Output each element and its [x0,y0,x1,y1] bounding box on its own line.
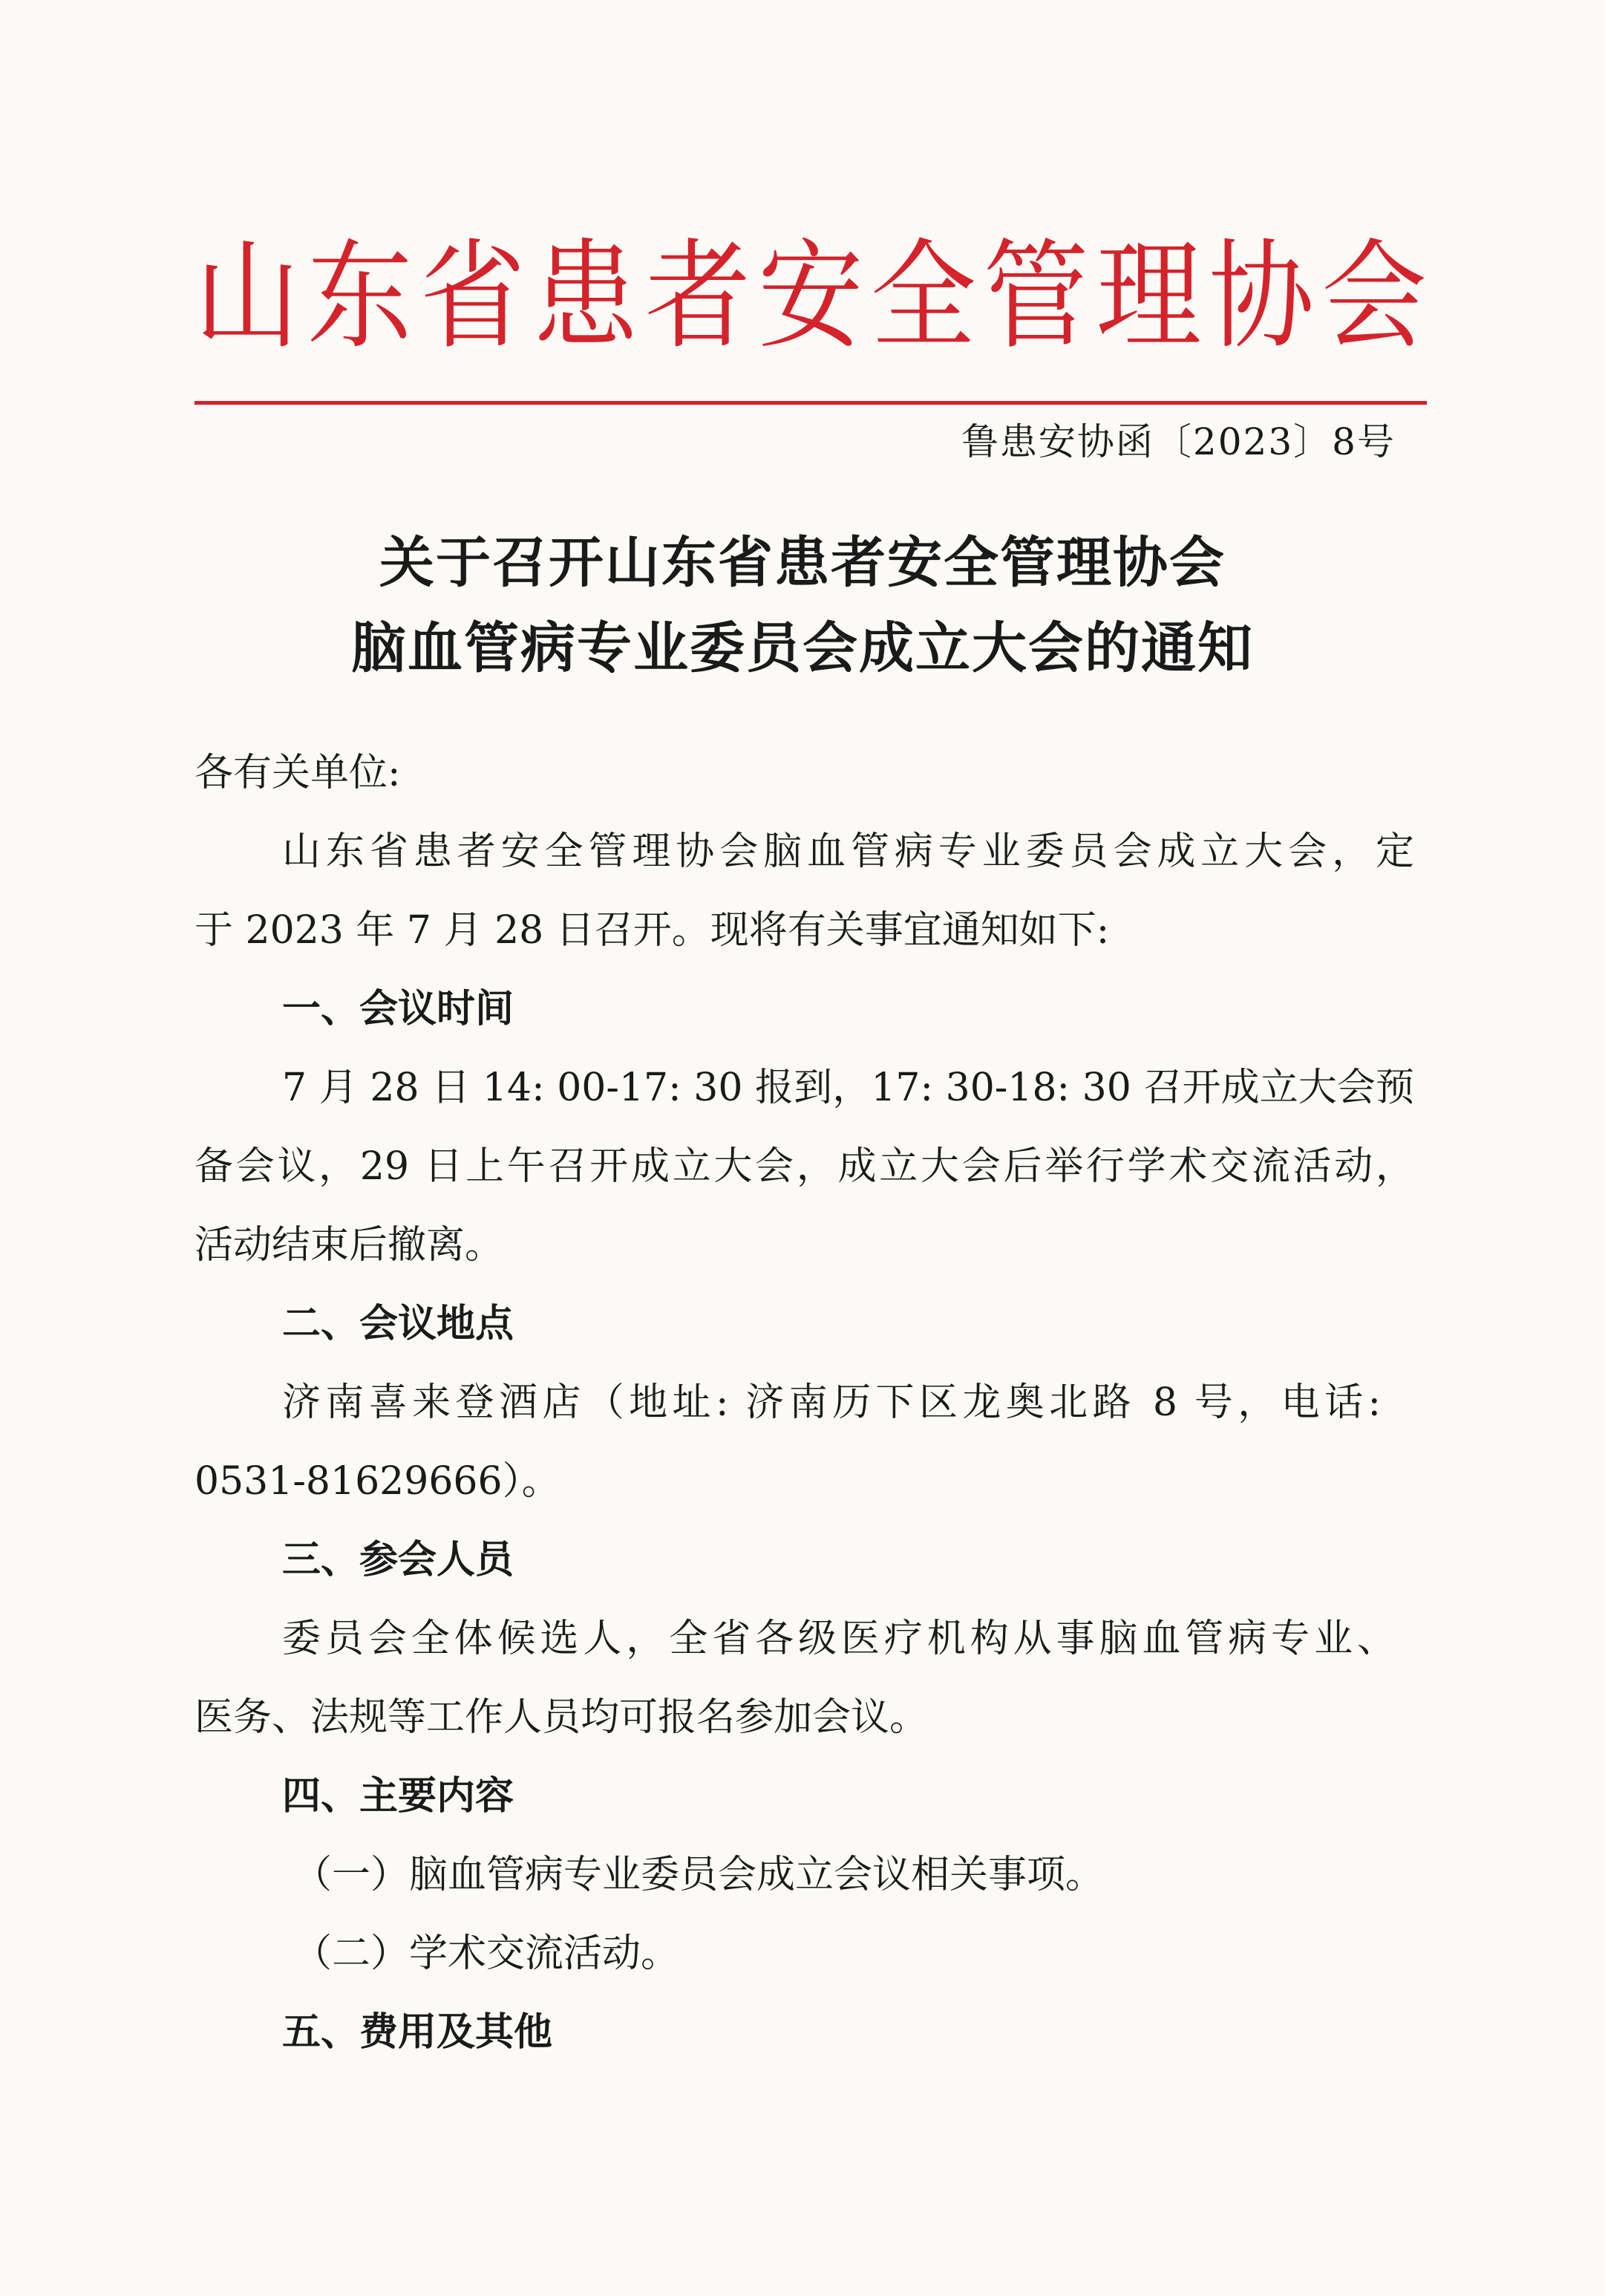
letterhead-char: 协 [1209,228,1315,365]
time-line-2: 备会议，29 日上午召开成立大会，成立大会后举行学术交流活动， [195,1144,1414,1189]
letterhead-char: 省 [419,228,526,365]
attendees-line-2: 医务、法规等工作人员均可报名参加会议。 [195,1695,929,1740]
letterhead-char: 者 [645,228,751,365]
intro-line-1: 山东省患者安全管理协会脑血管病专业委员会成立大会，定 [282,829,1414,874]
attendees-line-1: 委员会全体候选人，全省各级医疗机构从事脑血管病专业、 [282,1617,1396,1661]
letterhead-char: 安 [757,228,863,365]
time-line-3: 活动结束后撤离。 [195,1223,504,1268]
organization-letterhead [195,223,1427,371]
section-heading-time: 一、会议时间 [282,986,514,1031]
letterhead-char: 管 [983,228,1089,365]
intro-line-2: 于 2023 年 7 月 28 日召开。现将有关事宜通知如下: [195,908,1110,953]
salutation: 各有关单位: [195,751,401,795]
content-item-1: （一）脑血管病专业委员会成立会议相关事项。 [293,1853,1105,1897]
section-heading-fees: 五、费用及其他 [282,2009,553,2055]
letterhead-divider [195,401,1427,405]
time-line-1: 7 月 28 日 14: 00-17: 30 报到，17: 30-18: 30 召开成立大会预 [282,1066,1414,1110]
location-line-2: 0531-81629666）。 [195,1459,560,1504]
section-heading-location: 二、会议地点 [282,1301,514,1346]
section-heading-content: 四、主要内容 [282,1773,514,1819]
notice-title-line-1: 关于召开山东省患者安全管理协会 [379,531,1226,595]
letterhead-char: 东 [307,228,413,365]
location-line-1: 济南喜来登酒店（地址: 济南历下区龙奥北路 8 号，电话: [282,1380,1381,1425]
letterhead-char: 患 [532,228,638,365]
letterhead-char: 全 [870,228,976,365]
letterhead-char: 山 [195,228,300,365]
section-heading-attendees: 三、参会人员 [282,1537,514,1582]
letterhead-char: 会 [1321,228,1427,365]
letterhead-char: 理 [1096,228,1202,365]
content-item-2: （二）学术交流活动。 [293,1931,680,1976]
document-number: 鲁患安协函〔2023〕8号 [961,420,1396,463]
notice-title-line-2: 脑血管病专业委员会成立大会的通知 [351,616,1254,680]
